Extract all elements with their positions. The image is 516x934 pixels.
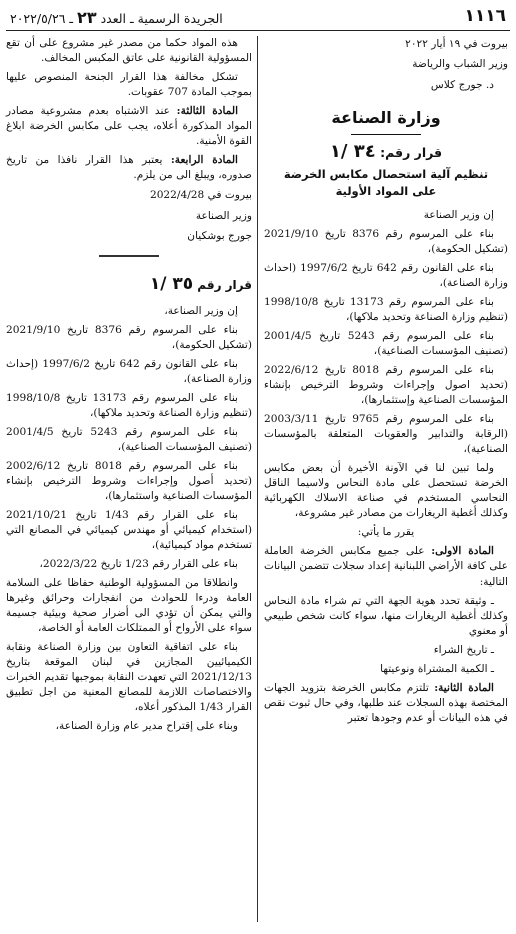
article-2: المادة الثانية: تلتزم مكابس الخرضة بتزويد الجهات المختصة بهذه السجلات عند طلبها، وفي حال ثبوت نقص في هذه البيانات أو عدم وجودها تعتبر — [264, 681, 508, 724]
decision-heading: قرار رقم ٣٥ /١ — [149, 273, 252, 294]
signature-line: بيروت في ١٩ أيار ٢٠٢٢ — [405, 38, 508, 50]
decision-subject: تنظيم آلية استحصال مكابس الخرضة على المواد الأولية — [283, 167, 489, 199]
paragraph: ولما تبين لنا في الآونة الأخيرة أن بعض مكابس الخرضة تستحصل على مادة النحاس ولاسيما الناقل النحاسي المستخدم في صناعة الاسلاك الكهربائية وكذلك أغطية الريغارات من مصادر غير مشروعة، — [264, 462, 508, 520]
paragraph: بناء على اتفاقية التعاون بين وزارة الصناعة ونقابة الكيميائيين المجازين في لبنان الموقعة بتاريخ 2021/12/13 التي تعهدت النقابة بموجبها تقديم الخبرات والاختصاصات اللازمة للمصانع المعنية من اجل تطبيق القرار 1/43 المذكور أعلاه، — [6, 641, 252, 714]
decides-line: يقرر ما يأتي: — [357, 526, 415, 539]
separator — [6, 249, 252, 264]
paragraph: وبناء على إقتراح مدير عام وزارة الصناعة، — [55, 720, 238, 733]
signature-line: وزير الصناعة — [195, 209, 252, 222]
gazette-name: الجريدة الرسمية ـ العدد — [100, 11, 223, 26]
issue-number: ٢٣ — [77, 8, 97, 27]
paragraph: بناء على المرسوم رقم 8376 تاريخ 2021/9/10 (تشكيل الحكومة)، — [6, 323, 252, 351]
paragraph: بناء على المرسوم رقم 8018 تاريخ 2002/6/12 (تحديد أصول وإجراءات وشروط الترخيص بإنشاء المؤسسات الصناعية واستثمارها)، — [6, 459, 252, 502]
paragraph: بناء على المرسوم رقم 5243 تاريخ 2001/4/5 (تصنيف المؤسسات الصناعية)، — [264, 330, 508, 358]
signature-line: بيروت في 2022/4/28 — [149, 189, 252, 202]
list-item: ـ الكمية المشتراة ونوعيتها — [380, 662, 494, 675]
list-item: ـ تاريخ الشراء — [433, 643, 494, 656]
paragraph: بناء على المرسوم رقم 13173 تاريخ 1998/10/8 (تنظيم وزارة الصناعة وتحديد ملاكها)، — [6, 391, 252, 419]
paragraph: بناء على المرسوم رقم 8018 تاريخ 2022/6/12 (تحديد اصول وإجراءات وشروط الترخيص بإنشاء المؤسسات الصناعية وإستثمارها)، — [264, 364, 508, 407]
paragraph: بناء على المرسوم رقم 5243 تاريخ 2001/4/5 (تصنيف المؤسسات الصناعية)، — [6, 425, 252, 453]
signature-line: د. جورج كلاس — [430, 78, 494, 91]
paragraph: بناء على القرار رقم 1/23 تاريخ 2022/3/22، — [39, 558, 238, 571]
intro-line: إن وزير الصناعة — [423, 208, 494, 221]
decision-heading: قرار رقم: ٣٤ /١ — [329, 140, 443, 162]
decision-number: ٣٤ /١ — [329, 140, 376, 162]
paragraph: وانطلاقا من المسؤولية الوطنية حفاظا على السلامة العامة ودرءا للحوادث من انفجارات وحرائق وغيرها والتي يمكن أن تؤدي الى أضرار صحية وبيئية جسيمة سواء على الأرواح أو الممتلكات العامة أو الخاصة، — [6, 577, 252, 635]
article-3: المادة الثالثة: عند الاشتباه بعدم مشروعية مصادر المواد المذكورة أعلاه، يجب على مكابس الخرضة ابلاغ القوة الأمنية. — [6, 105, 252, 148]
signature-line: وزير الشباب والرياضة — [412, 58, 508, 71]
decision-number: ٣٥ /١ — [149, 273, 194, 294]
column-divider — [257, 36, 258, 922]
paragraph: بناء على القانون رقم 642 تاريخ 1997/6/2 (إحداث وزارة الصناعة)، — [6, 357, 252, 385]
page-header — [6, 6, 510, 31]
signature-line: جورج بوشكيان — [187, 230, 252, 243]
paragraph: بناء على القانون رقم 642 تاريخ 1997/6/2 (احداث وزارة الصناعة)، — [264, 261, 508, 289]
left-column — [6, 36, 252, 738]
paragraph: تشكل مخالفة هذا القرار الجنحة المنصوص عليها بموجب المادة 707 عقوبات. — [6, 71, 252, 99]
paragraph: بناء على المرسوم رقم 9765 تاريخ 2003/3/11 (الرقابة والتدابير والعقوبات المتعلقة بالمؤسسات الصناعية)، — [264, 413, 508, 456]
paragraph: هذه المواد حكما من مصدر غير مشروع على أن تقع المسؤولية القانونية على عاتق المكبس المخالف. — [6, 37, 252, 65]
paragraph: بناء على القرار رقم 1/43 تاريخ 2021/10/21 (استخدام كيميائي أو مهندس كيميائي في المصانع التي تستخدم مواد كيميائية)، — [6, 509, 252, 552]
right-column — [264, 36, 508, 730]
intro-line: إن وزير الصناعة، — [164, 304, 238, 317]
page-number: ١١١٦ — [464, 6, 506, 26]
article-4: المادة الرابعة: يعتبر هذا القرار نافذا من تاريخ صدوره، ويبلغ الى من يلزم. — [6, 154, 252, 182]
issue-date: ـ ٢٠٢٢/٥/٢٦ — [10, 11, 74, 26]
paragraph: بناء على المرسوم رقم 8376 تاريخ 2021/9/10 (تشكيل الحكومة)، — [264, 227, 508, 255]
section-title: وزارة الصناعة — [264, 107, 508, 135]
article-1: المادة الاولى: على جميع مكابس الخرضة العاملة على كافة الأراضي اللبنانية إعداد سجلات تتضمن البيانات التالية: — [264, 545, 508, 588]
running-header — [10, 8, 223, 27]
paragraph: بناء على المرسوم رقم 13173 تاريخ 1998/10/8 (تنظيم وزارة الصناعة وتحديد ملاكها)، — [264, 295, 508, 324]
list-item: ـ وثيقة تحدد هوية الجهة التي تم شراء مادة النحاس وكذلك أغطية الريغارات منها، سواء كانت شخص طبيعي أو معنوي — [264, 594, 508, 637]
